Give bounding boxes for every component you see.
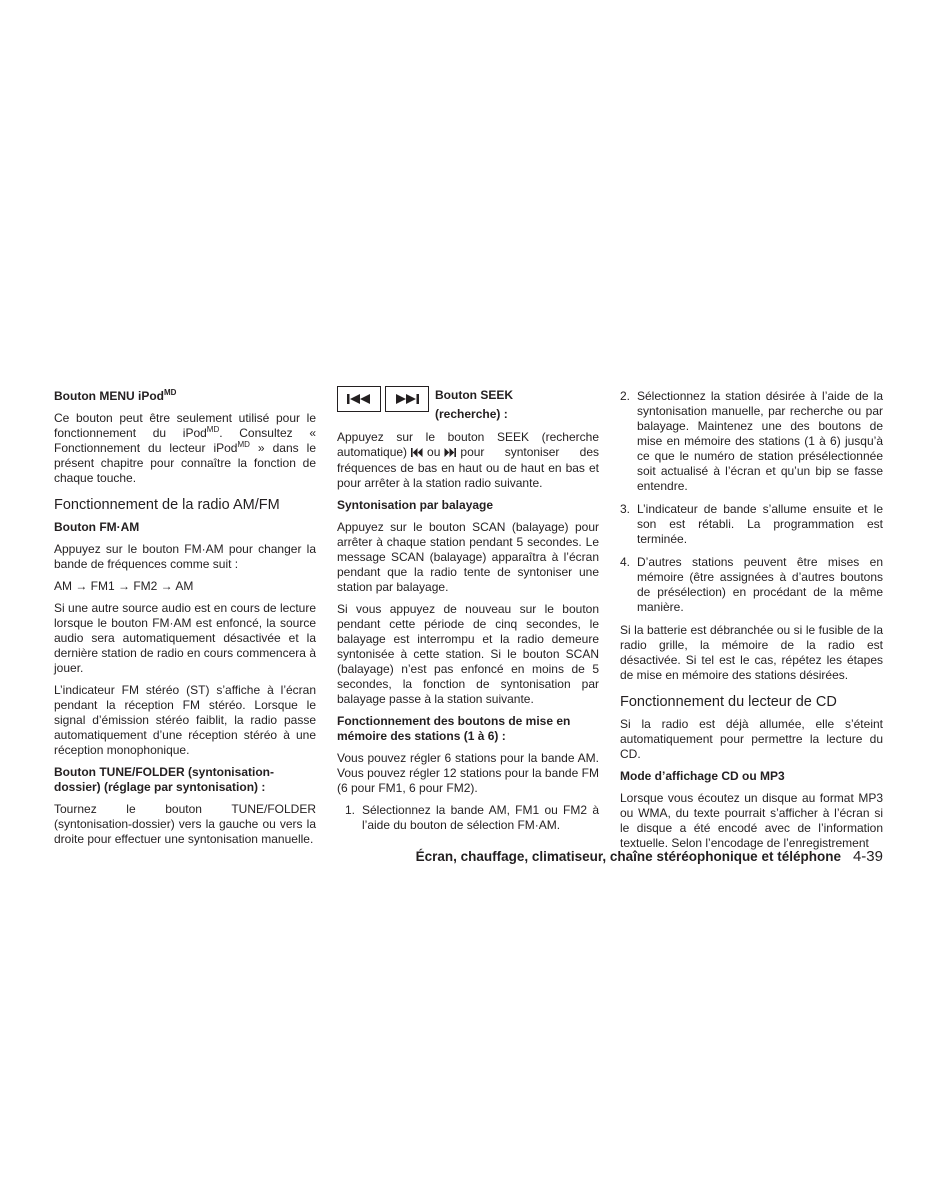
fmam-paragraph-2: Si une autre source audio est en cours de lecture lorsque le bouton FM·AM est enfoncé, la source audio sera automatiquement désactivée et la dernière station de radio en cours commencera à jouer.: [54, 601, 316, 675]
seek-back-inline-icon: [411, 446, 423, 461]
list-item: 3. L’indicateur de bande s’allume ensuite et le son est rétabli. La programmation est terminée.: [619, 502, 883, 546]
mp3-paragraph: Lorsque vous écoutez un disque au format MP3 ou WMA, du texte pourrait s’afficher à l’écran si le disque a été encodé avec de l’information textuelle. Selon l’encodage de l’enregistrement: [620, 791, 883, 850]
seek-heading-row: [337, 386, 599, 424]
tune-folder-heading: Bouton TUNE/FOLDER (syntonisation-dossier) (réglage par syntonisation) :: [54, 765, 274, 794]
menu-ipod-heading: Bouton MENU iPod$^{MD}$: [54, 388, 177, 403]
preset-steps-list-continued: [620, 389, 883, 615]
seek-heading: Bouton SEEK (recherche) :: [435, 388, 513, 421]
page-footer: [416, 848, 883, 865]
seek-forward-inline-icon: [444, 446, 456, 461]
fmam-paragraph-1: Appuyez sur le bouton FM·AM pour changer la bande de fréquences comme suit :: [54, 542, 316, 571]
preset-paragraph: Vous pouvez régler 6 stations pour la bande AM. Vous pouvez régler 12 stations pour la bande FM (6 pour FM1, 6 pour FM2).: [337, 751, 599, 795]
preset-steps-list-start: [337, 803, 599, 833]
column-left: [54, 389, 316, 854]
scan-paragraph-1: Appuyez sur le bouton SCAN (balayage) pour arrêter à chaque station pendant 5 secondes. Le message SCAN (balayage) apparaîtra à l’écran pendant que la radio tente de syntoniser une station par balayage.: [337, 520, 599, 594]
seek-paragraph: Appuyez sur le bouton SEEK (recherche automatique) ou pour syntoniser des fréquences de bas en haut ou de haut en bas et pour arrêter à la station radio suivante.: [337, 430, 599, 490]
footer-chapter-title: Écran, chauffage, climatiseur, chaîne stéréophonique et téléphone: [415, 849, 841, 864]
seek-back-icon: [337, 386, 381, 412]
list-item: 1. Sélectionnez la bande AM, FM1 ou FM2 à l’aide du bouton de sélection FM·AM.: [344, 803, 599, 832]
tune-folder-paragraph: Tournez le bouton TUNE/FOLDER (syntonisation-dossier) vers la gauche ou vers la droite pour effectuer une syntonisation manuelle.: [54, 802, 316, 846]
fmam-sequence: AM → FM1 → FM2 → AM: [54, 579, 194, 593]
mp3-heading: Mode d’affichage CD ou MP3: [620, 769, 785, 783]
scan-heading: Syntonisation par balayage: [337, 498, 494, 512]
seek-forward-icon: [385, 386, 429, 412]
list-item: 4. D’autres stations peuvent être mises en mémoire (être assignées à d’autres boutons de présélection) en procédant de la même manière.: [619, 555, 883, 614]
fmam-paragraph-3: L’indicateur FM stéréo (ST) s’affiche à l’écran pendant la réception FM stéréo. Lorsque le signal d’émission stéréo faiblit, la radio passe automatiquement d’une réception stéréo à une réception monophonique.: [54, 683, 316, 757]
cd-paragraph: Si la radio est déjà allumée, elle s’éteint automatiquement pour permettre la lecture du CD.: [620, 717, 883, 761]
cd-section-title: Fonctionnement du lecteur de CD: [620, 694, 837, 710]
fmam-heading: Bouton FM·AM: [54, 520, 140, 534]
column-middle: [337, 386, 599, 841]
column-right: [620, 389, 883, 858]
list-item: 2. Sélectionnez la station désirée à l’aide de la syntonisation manuelle, par recherche ou par balayage. Maintenez une des boutons de mise en mémoire des stations (1 à 6) jusqu’à ce que le numéro de station présélectionnée soit actualisé à l’écran et qu’un bip se fasse entendre.: [619, 389, 883, 493]
radio-section-title: Fonctionnement de la radio AM/FM: [54, 497, 280, 513]
menu-ipod-paragraph: Ce bouton peut être seulement utilisé pour le fonctionnement du iPod$^{MD}$. Consultez « Fonctionnement du lecteur iPod$^{MD}$ » dans le présent chapitre pour connaître la fonction de chaque touche.: [54, 411, 316, 485]
scan-paragraph-2: Si vous appuyez de nouveau sur le bouton pendant cette période de cinq secondes, le balayage est interrompu et la radio demeure syntonisée à cette station. Si le bouton SCAN (balayage) n’est pas enfoncé en moins de 5 secondes, la fonction de syntonisation par balayage passe à la station suivante.: [337, 602, 599, 706]
page-number: 4-39: [852, 848, 883, 865]
battery-paragraph: Si la batterie est débranchée ou si le fusible de la radio grille, la mémoire de la radio est désactivée. Si tel est le cas, répétez les étapes de mise en mémoire des stations désirées.: [620, 623, 883, 682]
preset-heading: Fonctionnement des boutons de mise en mémoire des stations (1 à 6) :: [337, 714, 571, 743]
